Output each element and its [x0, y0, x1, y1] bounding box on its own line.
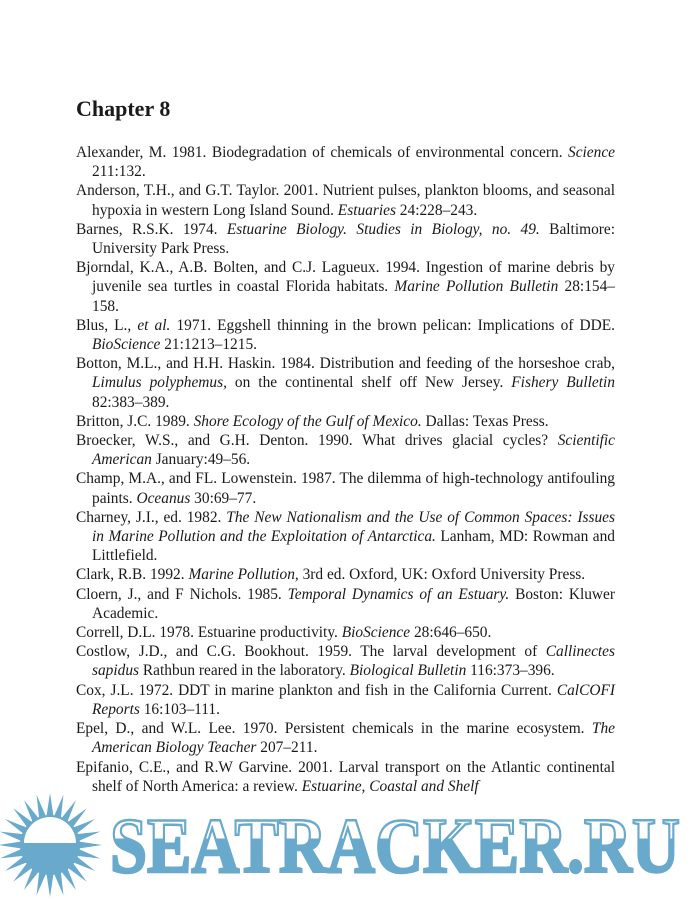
- reference-text: January:49–56.: [151, 451, 251, 469]
- reference-text: 21:1213–1215.: [160, 336, 257, 354]
- reference-entry: [76, 143, 615, 181]
- reference-text: Bjorndal, K.A., A.B. Bolten, and C.J. Lagueux. 1994. Ingestion of marine debris by juvenile sea turtles in coastal Florida habitats.: [76, 259, 615, 296]
- reference-entry: [76, 469, 615, 507]
- reference-text: on the continental shelf off New Jersey.: [226, 374, 512, 392]
- reference-text: Dallas: Texas Press.: [421, 412, 549, 430]
- reference-text: 207–211.: [256, 739, 318, 757]
- reference-italic-text: BioScience: [92, 336, 161, 354]
- reference-italic-text: Limulus polyphemus,: [92, 374, 227, 392]
- reference-text: 16:103–111.: [139, 700, 220, 718]
- seatracker-watermark-logo: [0, 790, 691, 900]
- reference-italic-text: Oceanus: [136, 489, 191, 507]
- reference-entry: [76, 316, 615, 354]
- reference-entry: [76, 681, 615, 719]
- reference-text: 24:228–243.: [395, 201, 478, 219]
- reference-entry: [76, 508, 615, 566]
- sun-icon: [0, 793, 102, 897]
- chapter-title: Chapter 8: [76, 96, 171, 121]
- reference-italic-text: Marine Pollution,: [188, 566, 299, 584]
- reference-text: Champ, M.A., and FL. Lowenstein. 1987. The dilemma of high-technology antifouling paints.: [76, 470, 615, 507]
- reference-text: Blus, L.,: [76, 316, 138, 334]
- reference-text: Boston: Kluwer Academic.: [92, 585, 615, 622]
- reference-entry: [76, 719, 615, 757]
- reference-text: Epel, D., and W.L. Lee. 1970. Persistent chemicals in the marine ecosystem.: [76, 720, 592, 738]
- reference-list: [76, 143, 615, 796]
- reference-entry: [76, 642, 615, 680]
- reference-text: Barnes, R.S.K. 1974.: [76, 220, 227, 238]
- reference-text: Charney, J.I., ed. 1982.: [76, 508, 227, 526]
- reference-entry: [76, 565, 615, 584]
- reference-text: Correll, D.L. 1978. Estuarine productivity.: [76, 624, 342, 642]
- reference-italic-text: Temporal Dynamics of an Estuary.: [287, 585, 510, 603]
- reference-italic-text: et al.: [137, 316, 171, 334]
- reference-text: Clark, R.B. 1992.: [76, 566, 189, 584]
- reference-text: Baltimore: University Park Press.: [92, 220, 616, 258]
- reference-italic-text: CalCOFI Reports: [92, 681, 615, 718]
- reference-entry: [76, 623, 615, 642]
- reference-italic-text: BioScience: [341, 624, 411, 642]
- reference-text: 211:132.: [92, 163, 146, 181]
- reference-italic-text: Marine Pollution Bulletin: [394, 278, 559, 296]
- reference-text: Britton, J.C. 1989.: [76, 412, 194, 430]
- reference-text: Botton, M.L., and H.H. Haskin. 1984. Distribution and feeding of the horseshoe crab,: [76, 355, 615, 373]
- reference-text: 1971. Eggshell thinning in the brown pelican: Implications of DDE.: [170, 316, 615, 334]
- reference-italic-text: Callinectes sapidus: [92, 643, 615, 680]
- reference-text: Costlow, J.D., and C.G. Bookhout. 1959. The larval development of: [76, 643, 546, 661]
- reference-text: 28:646–650.: [410, 624, 492, 642]
- reference-italic-text: Estuaries: [337, 201, 396, 219]
- reference-entry: [76, 181, 615, 219]
- reference-text: 82:383–389.: [92, 393, 170, 411]
- svg-text:SEATRACKER.RU: SEATRACKER.RU: [110, 802, 680, 889]
- reference-text: Anderson, T.H., and G.T. Taylor. 2001. Nutrient pulses, plankton blooms, and seasonal hypoxia in western Long Island Sound.: [76, 182, 615, 219]
- reference-text: Epifanio, C.E., and R.W Garvine. 2001. Larval transport on the Atlantic continental shelf of North America: a review.: [76, 758, 615, 795]
- reference-entry: [76, 412, 615, 431]
- reference-entry: [76, 220, 615, 258]
- reference-entry: [76, 431, 615, 469]
- reference-text: Cloern, J., and F Nichols. 1985.: [76, 585, 288, 603]
- reference-entry: [76, 258, 615, 316]
- reference-text: 116:373–396.: [466, 662, 555, 680]
- reference-text: 30:69–77.: [190, 489, 257, 507]
- reference-text: 3rd ed. Oxford, UK: Oxford University Press.: [298, 566, 586, 584]
- reference-italic-text: Shore Ecology of the Gulf of Mexico.: [193, 412, 422, 430]
- reference-italic-text: The American Biology Teacher: [92, 720, 615, 757]
- reference-italic-text: Fishery Bulletin: [511, 374, 615, 392]
- reference-italic-text: Estuarine Biology. Studies in Biology, no. 49.: [226, 220, 540, 238]
- reference-text: Alexander, M. 1981. Biodegradation of chemicals of environmental concern.: [76, 144, 568, 161]
- reference-text: 28:154–158.: [92, 278, 615, 315]
- reference-text: Cox, J.L. 1972. DDT in marine plankton and fish in the California Current.: [76, 681, 557, 699]
- reference-text: Rathbun reared in the laboratory.: [139, 662, 350, 680]
- reference-italic-text: Science: [568, 144, 615, 161]
- reference-italic-text: Scientific American: [92, 432, 615, 469]
- reference-italic-text: The New Nationalism and the Use of Common Spaces: Issues in Marine Pollution and the Exploitation of Antarctica.: [92, 508, 615, 546]
- reference-italic-text: Biological Bulletin: [349, 662, 467, 680]
- reference-entry: [76, 585, 615, 623]
- reference-italic-text: Estuarine, Coastal and Shelf: [301, 777, 479, 795]
- reference-text: Broecker, W.S., and G.H. Denton. 1990. What drives glacial cycles?: [76, 432, 558, 450]
- reference-entry: [76, 354, 615, 412]
- reference-text: Lanham, MD: Rowman and Littlefield.: [92, 528, 615, 565]
